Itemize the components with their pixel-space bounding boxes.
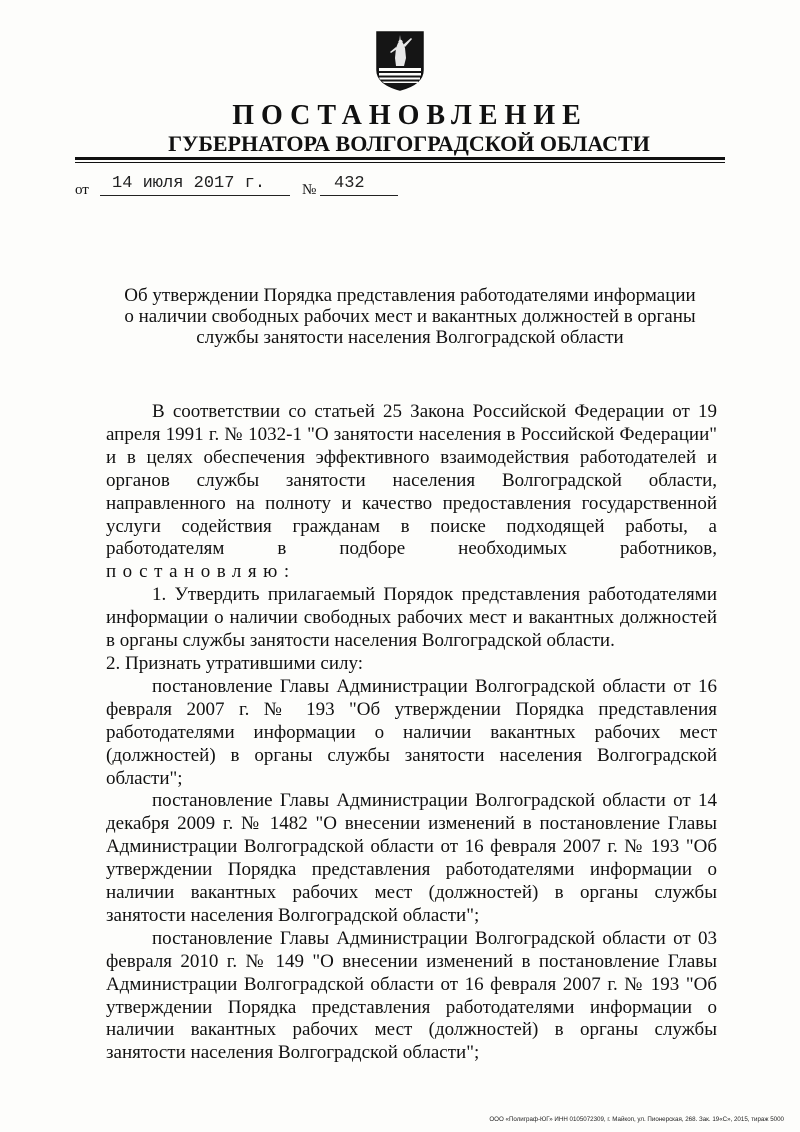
repeal-item-2: постановление Главы Администрации Волгоградской области от 14 декабря 2009 г. № 1482 "О внесении изменений в постановление Главы Администрации Волгоградской области от 16 февраля 2007 г. № 193 "Об утверждении Порядка представления работодателями информации о наличии вакантных рабочих мест (должностей) в органы службы занятости населения Волгоградской области"; xyxy=(106,790,717,926)
header-divider-thick xyxy=(75,157,725,160)
resolution-body xyxy=(106,401,717,1065)
repeal-item-3: постановление Главы Администрации Волгоградской области от 03 февраля 2010 г. № 149 "О внесении изменений в постановление Главы Администрации Волгоградской области от 16 февраля 2007 г. № 193 "Об утверждении Порядка представления работодателями информации о наличии вакантных рабочих мест (должностей) в органы службы занятости населения Волгоградской области"; xyxy=(106,927,717,1064)
resolution-heading xyxy=(100,285,720,348)
printer-imprint: ООО «Полиграф-ЮГ» ИНН 0105072309, г. Майкоп, ул. Пионерская, 268. Зак. 19«С», 2015, тираж 5000 xyxy=(489,1116,784,1123)
repeal-item-1: постановление Главы Администрации Волгоградской области от 16 февраля 2007 г. № 193 "Об утверждении Порядка представления работодателями информации о наличии вакантных рабочих мест (должностей) в органы службы занятости населения Волгоградской области"; xyxy=(106,675,717,789)
heading-line: о наличии свободных рабочих мест и вакантных должностей в органы xyxy=(124,306,696,327)
coat-of-arms-icon xyxy=(375,30,425,92)
resolve-word: постановляю: xyxy=(106,561,296,583)
document-subtitle: ГУБЕРНАТОРА ВОЛГОГРАДСКОЙ ОБЛАСТИ xyxy=(168,131,650,156)
date-field: 14 июля 2017 г. xyxy=(100,172,290,196)
number-label: № xyxy=(302,182,317,198)
number-field: 432 xyxy=(320,172,398,196)
document-title: ПОСТАНОВЛЕНИЕ xyxy=(232,100,588,131)
item-1-paragraph: 1. Утвердить прилагаемый Порядок представления работодателями информации о наличии свободных рабочих мест и вакантных должностей в органы службы занятости населения Волгоградской области. xyxy=(106,584,717,652)
item-2-paragraph: 2. Признать утратившими силу: xyxy=(106,652,363,674)
header-divider-thin xyxy=(75,162,725,163)
intro-text: В соответствии со статьей 25 Закона Российской Федерации от 19 апреля 1991 г. № 1032-1 "О занятости населения в Российской Федерации" и в целях обеспечения эффективного взаимодействия работодателей и органов службы занятости населения Волгоградской области, направленного на полноту и качество предоставления государственной услуги содействия гражданам в поиске подходящей работы, а работодателям в подборе необходимых работников, xyxy=(106,401,717,560)
heading-line: службы занятости населения Волгоградской области xyxy=(196,327,624,348)
date-label: от xyxy=(75,182,89,198)
heading-line: Об утверждении Порядка представления работодателями информации xyxy=(124,285,696,306)
intro-paragraph xyxy=(106,401,717,584)
